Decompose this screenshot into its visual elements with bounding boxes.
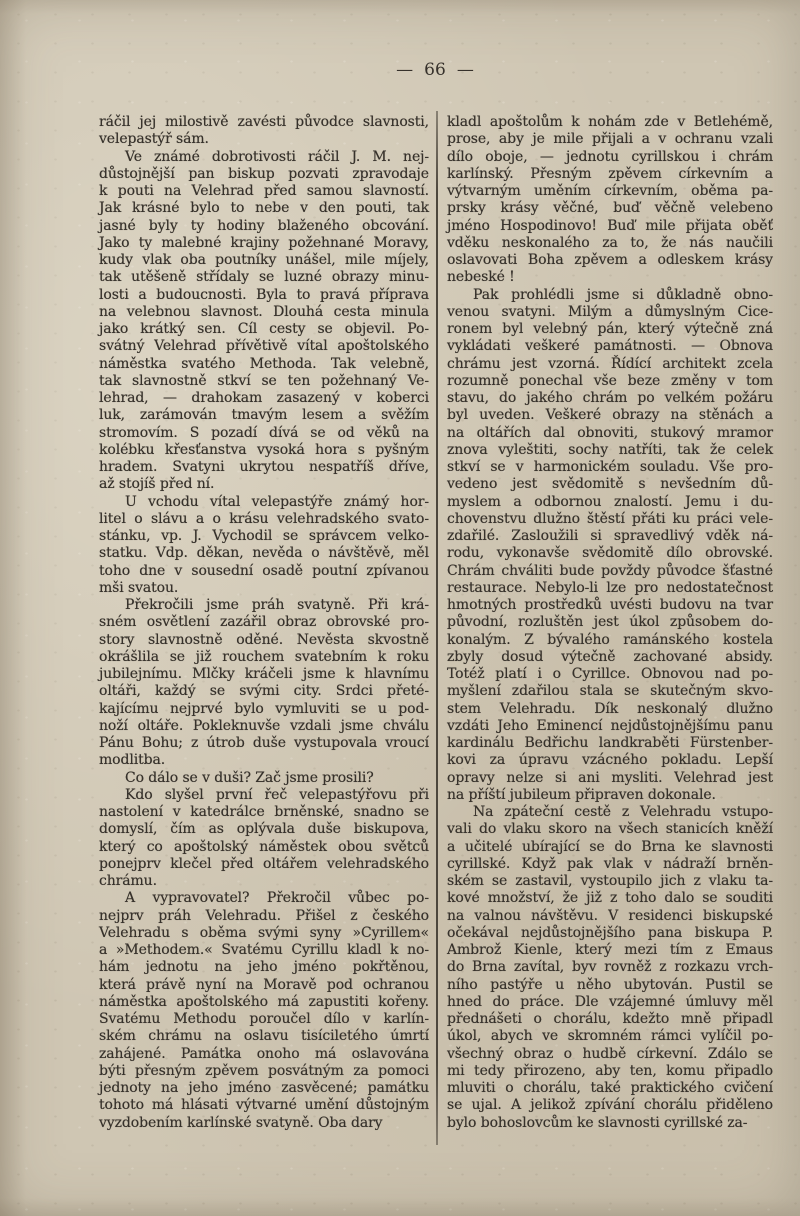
text-line: a učitelé ubírající se do Brna ke slavnosti <box>447 838 773 855</box>
text-line: zbyly dosud výtečně zachované absidy. <box>447 648 773 665</box>
text-line: na valnou návštěvu. V residenci biskupské <box>447 907 773 924</box>
text-line: rodu, vykonavše svědomitě dílo obrovské. <box>447 545 773 562</box>
text-line: chovenstvu dlužno štěstí přáti ku práci vele- <box>447 510 773 527</box>
text-line: prose, aby je mile přijali a v ochranu vzali <box>447 131 773 148</box>
text-line: mluviti o chorálu, také praktického cvičení <box>447 1080 773 1096</box>
text-line: okrášlila se již rouchem svatebním k roku <box>99 648 429 665</box>
text-line: ském se zastavil, vystoupilo jich z vlaku ta- <box>447 873 773 889</box>
text-line: k pouti na Velehrad před samou slavností. <box>99 183 429 199</box>
right-text-column <box>447 114 773 1132</box>
text-line: znova vyleštiti, sochy natříti, tak že celek <box>447 441 773 458</box>
text-line: noží oltáře. Pokleknuvše vzdali jsme chválu <box>99 717 429 734</box>
text-line: jméno Hospodinovo! Buď mile přijata oběť <box>447 217 773 234</box>
text-line: která právě nyní na Moravě pod ochranou <box>99 976 429 993</box>
text-line: hradem. Svatyni ukrytou nespatříš dříve, <box>99 459 429 475</box>
text-line: myslem a odbornou znalostí. Jemu i du- <box>447 493 773 510</box>
column-divider-rule <box>436 111 438 1145</box>
text-line: ního pastýře u něho ubytován. Pustil se <box>447 976 773 993</box>
text-line: vzdáti Jeho Eminencí nejdůstojnějšímu panu <box>447 717 773 734</box>
left-text-column <box>99 114 429 1132</box>
text-line: kardinálu Bedřichu landkraběti Fürstenber- <box>447 735 773 751</box>
text-line: lehrad, — drahokam zasazený v koberci <box>99 390 429 406</box>
text-line: hned do práce. Dle vzájemné úmluvy měl <box>447 993 773 1010</box>
text-line: důstojnější pan biskup pozvati zpravodaje <box>99 165 429 182</box>
text-line: prsky krásy věčné, buď věčně velebeno <box>447 200 773 217</box>
text-line: tak utěšeně střídaly se luzné obrazy minu- <box>99 269 429 286</box>
text-line: hmotných prostředků uvésti budovu na tvar <box>447 597 773 613</box>
text-line: tohoto má hlásati výtvarné umění důstojným <box>99 1097 429 1114</box>
text-line: ronem byl velebný pán, který výtečně zná <box>447 321 773 337</box>
text-line: cyrillské. Když pak vlak v nádraží brněn- <box>447 855 773 872</box>
text-line: Ve známé dobrotivosti ráčil J. M. nej- <box>125 148 429 165</box>
text-line: restaurace. Nebylo-li lze pro nedostatečnost <box>447 579 773 596</box>
text-line: vyzdobením karlínské svatyně. Oba dary <box>99 1114 383 1131</box>
text-line: ském chrámu na oslavu tisíciletého úmrtí <box>99 1028 429 1045</box>
text-line: Na zpáteční cestě z Velehradu vstupo- <box>473 804 773 820</box>
text-line: vykládati veškeré památnosti. — Obnova <box>447 338 773 355</box>
text-line: losti a budoucnosti. Byla to pravá příprava <box>99 286 429 303</box>
text-line: který co apoštolský náměstek obou světců <box>99 838 429 855</box>
text-line: jednoty na jeho jméno zasvěcené; památku <box>99 1080 429 1096</box>
text-line: vděku neskonalého za to, že nás naučili <box>447 234 773 251</box>
text-line: Svatému Methodu poroučel dílo v karlín- <box>99 1011 429 1027</box>
text-line: story slavnostně oděné. Nevěsta skvostně <box>99 631 429 648</box>
text-line: Velehradu s oběma svými syny »Cyrillem« <box>99 924 429 941</box>
text-line: zahájené. Památka onoho má oslavována <box>99 1045 429 1062</box>
text-line: A vypravovatel? Překročil vůbec po- <box>125 890 429 907</box>
text-line: Pak prohlédli jsme si důkladně obno- <box>473 286 773 303</box>
text-line: a »Methodem.« Svatému Cyrillu kladl k no- <box>99 942 429 958</box>
text-line: nastolení v katedrálce brněnské, snadno se <box>99 804 429 820</box>
text-line: přednášeti o chorálu, kdežto mně připadl <box>447 1011 773 1027</box>
text-line: se ujal. A jelikož zpívání chorálu přiděleno <box>447 1097 773 1114</box>
text-line: chrámu. <box>99 873 157 889</box>
text-line: svátný Velehrad přívětivě vítal apoštolského <box>99 338 429 355</box>
text-line: až stojíš před ní. <box>99 476 215 493</box>
text-line: do Brna zavítal, byv rovněž z rozkazu vrch- <box>447 959 773 976</box>
text-line: kajícímu nejprvé bylo vymluviti se u pod- <box>99 700 429 717</box>
text-line: velepastýř sám. <box>99 131 209 148</box>
text-line: toho dne v sousední osadě poutní zpívanou <box>99 562 429 579</box>
header-right-dash: — <box>456 60 474 80</box>
text-line: jasné byly ty hodiny blaženého obcování. <box>99 217 429 234</box>
text-line: vedeno jest svědomitě s nevšedním dů- <box>447 476 773 493</box>
text-line: oslavovati Boha zpěvem a odleskem krásy <box>447 252 773 268</box>
text-line: chrámu jest vzorná. Řídící architekt zcela <box>447 355 773 372</box>
text-line: konalým. Z bývalého ramánského kostela <box>447 631 773 648</box>
text-line: výtvarným uměním církevním, oběma pa- <box>447 183 773 199</box>
text-line: tak slavnostně stkví se ten požehnaný Ve- <box>99 372 429 389</box>
text-line: modlitba. <box>99 752 166 769</box>
text-line: Kdo slyšel první řeč velepastýřovu při <box>125 786 429 803</box>
text-line: nejprv práh Velehradu. Přišel z českého <box>99 907 429 924</box>
text-line: kudy vlak oba poutníky unášel, mile míjely, <box>99 252 429 268</box>
text-line: Co dálo se v duši? Zač jsme prosili? <box>125 769 374 786</box>
text-line: Jak krásné bylo to nebe v den pouti, tak <box>99 200 429 217</box>
text-line: kladl apoštolům k nohám zde v Betlehémě, <box>447 114 773 130</box>
text-line: karlínský. Přesným zpěvem církevním a <box>447 165 773 182</box>
text-line: Překročili jsme práh svatyně. Při krá- <box>125 597 429 613</box>
text-line: vali do vlaku skoro na všech stanicích kněží <box>447 821 773 838</box>
text-line: mši svatou. <box>99 579 179 596</box>
text-line: litel o slávu a o krásu velehradského svato- <box>99 510 429 527</box>
text-line: Jako ty malebné krajiny požehnané Moravy, <box>99 234 429 251</box>
text-line: kolébku křesťanstva vysoká hora s pyšným <box>99 441 429 458</box>
text-line: dílo oboje, — jednotu cyrillskou i chrám <box>447 148 773 165</box>
text-line: kovi za úpravu vzácného pokladu. Lepší <box>447 752 773 769</box>
text-line: na oltářích dal obnoviti, stukový mramor <box>447 424 773 441</box>
text-line: byl uveden. Veškeré obrazy na stěnách a <box>447 407 773 424</box>
text-line: Chrám chváliti bude povždy původce šťastné <box>447 562 773 579</box>
text-line: ponejprv klečel před oltářem velehradského <box>99 855 429 872</box>
text-line: oltáři, každý se svými city. Srdci přeté- <box>99 683 429 700</box>
text-line: původní, rozluštěn jest úkol způsobem do- <box>447 614 773 631</box>
text-line: hám jednotu na jeho jméno pokřtěnou, <box>99 959 429 976</box>
text-line: úkol, abych ve skromném rámci vylíčil po- <box>447 1028 773 1045</box>
text-line: venou svatyni. Milým a důmyslným Cice- <box>447 303 773 320</box>
text-line: očekával nejdůstojnějšího pana biskupa P. <box>447 924 773 941</box>
page-number: 66 <box>424 60 446 80</box>
text-line: U vchodu vítal velepastýře známý hor- <box>125 493 429 510</box>
text-line: rozumně ponechal vše beze změny v tom <box>447 372 773 389</box>
text-line: Totéž platí i o Cyrillce. Obnovou nad po- <box>447 666 773 682</box>
text-line: luk, zarámován tmavým lesem a svěžím <box>99 407 429 424</box>
text-line: na velebnou slavnost. Dlouhá cesta minula <box>99 303 429 320</box>
text-line: opravy nelze si ani mysliti. Velehrad jest <box>447 769 773 786</box>
text-line: Pánu Bohu; z útrob duše vystupovala vroucí <box>99 735 429 751</box>
text-line: náměstka svatého Methoda. Tak velebně, <box>99 355 429 372</box>
text-line: bylo bohoslovcům ke slavnosti cyrillské za- <box>447 1114 748 1131</box>
text-line: mi tedy přirozeno, aby ten, komu připadlo <box>447 1062 773 1079</box>
header-left-dash: — <box>396 60 414 80</box>
text-line: domyslí, čím as oplývala duše biskupova, <box>99 821 429 838</box>
text-line: statku. Vdp. děkan, nevěda o návštěvě, měl <box>99 545 429 562</box>
text-line: stánku, vp. J. Vychodil se správcem velko- <box>99 528 429 544</box>
text-line: Ambrož Kienle, který mezi tím z Emaus <box>447 942 773 958</box>
text-line: všechný obraz o hudbě církevní. Zdálo se <box>447 1045 773 1062</box>
text-line: sném osvětlení zazářil obraz obrovské pro- <box>99 614 429 631</box>
text-line: nebeské ! <box>447 269 515 286</box>
text-line: náměstka apoštolského má zapustiti kořeny. <box>99 993 429 1010</box>
text-line: kové množství, že již z toho dalo se souditi <box>447 890 773 907</box>
text-line: stromovím. S pozadí dívá se od věků na <box>99 424 429 441</box>
text-line: býti přesným zpěvem posvátným za pomoci <box>99 1062 429 1079</box>
text-line: zdařilé. Zasloužili si spravedlivý vděk ná- <box>447 528 773 544</box>
text-line: na příští jubileum připraven dokonale. <box>447 786 716 803</box>
text-line: stem Velehradu. Dík neskonalý dlužno <box>447 700 773 717</box>
text-line: jubilejnímu. Mlčky kráčeli jsme k hlavnímu <box>99 666 429 682</box>
text-line: ráčil jej milostivě zavésti původce slavnosti, <box>99 114 429 130</box>
text-line: stavu, do jakého chrám po velkém požáru <box>447 390 773 406</box>
text-line: jako krátký sen. Cíl cesty se objevil. Po- <box>99 321 429 337</box>
text-line: stkví se v harmonickém souladu. Vše pro- <box>447 459 773 475</box>
text-line: myšlení zdařilou stala se skutečným skvo- <box>447 683 773 700</box>
page-header <box>355 60 515 80</box>
